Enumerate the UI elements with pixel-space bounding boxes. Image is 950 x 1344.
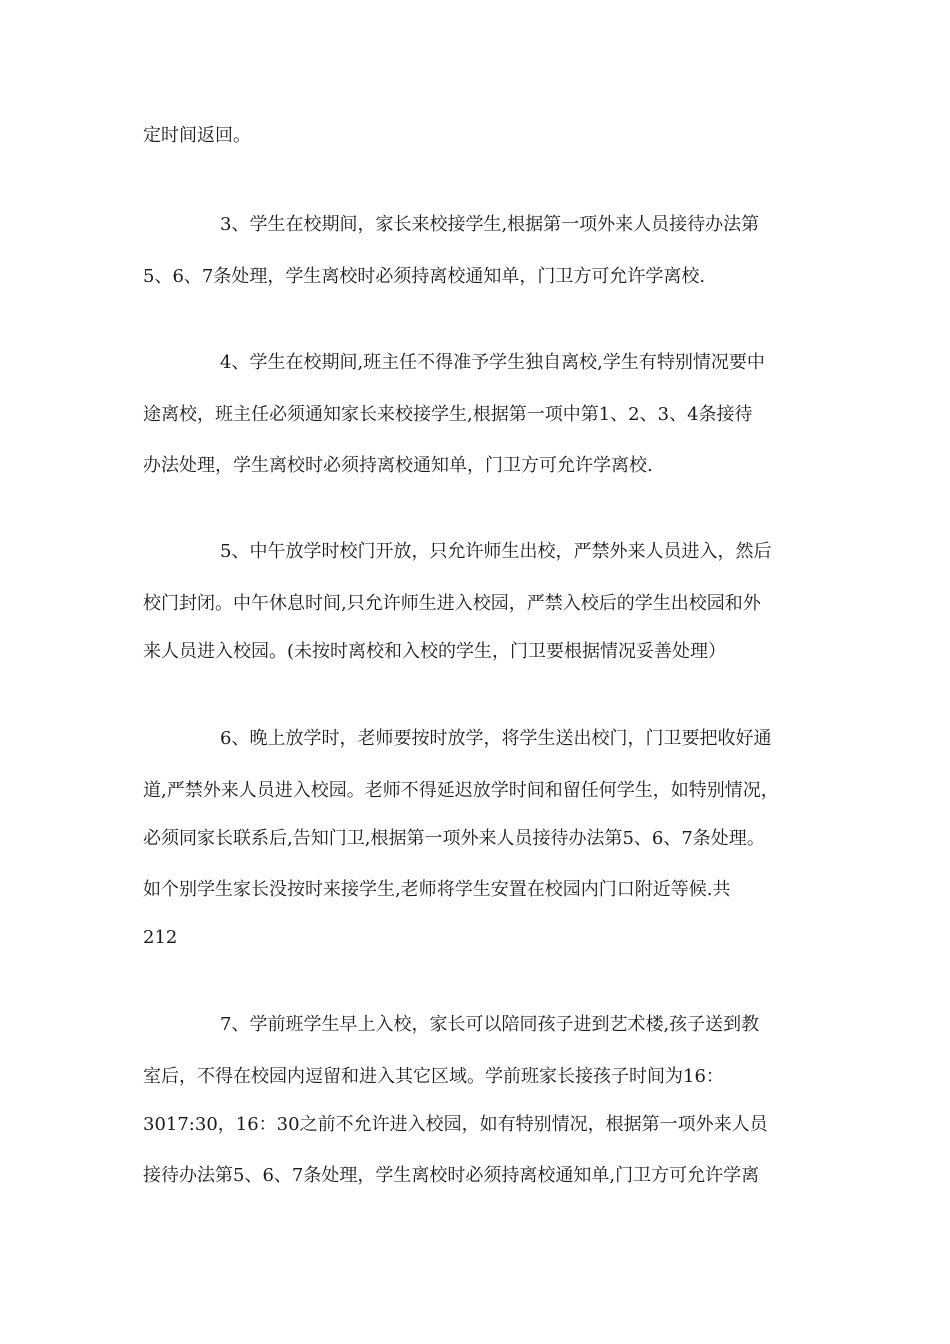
paragraph-5-line-3: 来人员进入校园。(未按时离校和入校的学生，门卫要根据情况妥善处理） [143,641,727,662]
paragraph-5-line-1: 5、中午放学时校门开放，只允许师生出校，严禁外来人员进入，然后 [220,541,772,562]
paragraph-6-line-1: 6、晚上放学时，老师要按时放学，将学生送出校门，门卫要把收好通 [220,728,772,749]
paragraph-4-line-1: 4、学生在校期间,班主任不得准予学生独自离校,学生有特别情况要中 [220,352,765,373]
paragraph-6-line-2: 道,严禁外来人员进入校园。老师不得延迟放学时间和留任何学生，如特别情况， [143,780,779,801]
paragraph-4-line-3: 办法处理，学生离校时必须持离校通知单，门卫方可允许学离校. [143,455,653,476]
paragraph-7-line-1: 7、学前班学生早上入校，家长可以陪同孩子进到艺术楼,孩子送到教 [220,1014,760,1035]
paragraph-3-line-1: 3、学生在校期间，家长来校接学生,根据第一项外来人员接待办法第 [220,214,760,235]
paragraph-7-line-4: 接待办法第5、6、7条处理，学生离校时必须持离校通知单,门卫方可允许学离 [143,1165,760,1186]
paragraph-4-line-2: 途离校，班主任必须通知家长来校接学生,根据第一项中第1、2、3、4条接待 [143,404,753,425]
paragraph-6-line-5: 212 [143,927,178,948]
paragraph-7-line-3: 3017:30，16：30之前不允许进入校园，如有特别情况，根据第一项外来人员 [143,1114,768,1135]
paragraph-7-line-2: 室后，不得在校园内逗留和进入其它区域。学前班家长接孩子时间为16： [143,1066,724,1087]
paragraph-6-line-3: 必须同家长联系后,告知门卫,根据第一项外来人员接待办法第5、6、7条处理。 [143,828,765,849]
paragraph-5-line-2: 校门封闭。中午休息时间,只允许师生进入校园，严禁入校后的学生出校园和外 [143,593,761,614]
paragraph-6-line-4: 如个别学生家长没按时来接学生,老师将学生安置在校园内门口附近等候.共 [143,879,731,900]
paragraph-3-line-2: 5、6、7条处理，学生离校时必须持离校通知单，门卫方可允许学离校. [143,266,706,287]
text-line: 定时间返回。 [143,125,251,146]
